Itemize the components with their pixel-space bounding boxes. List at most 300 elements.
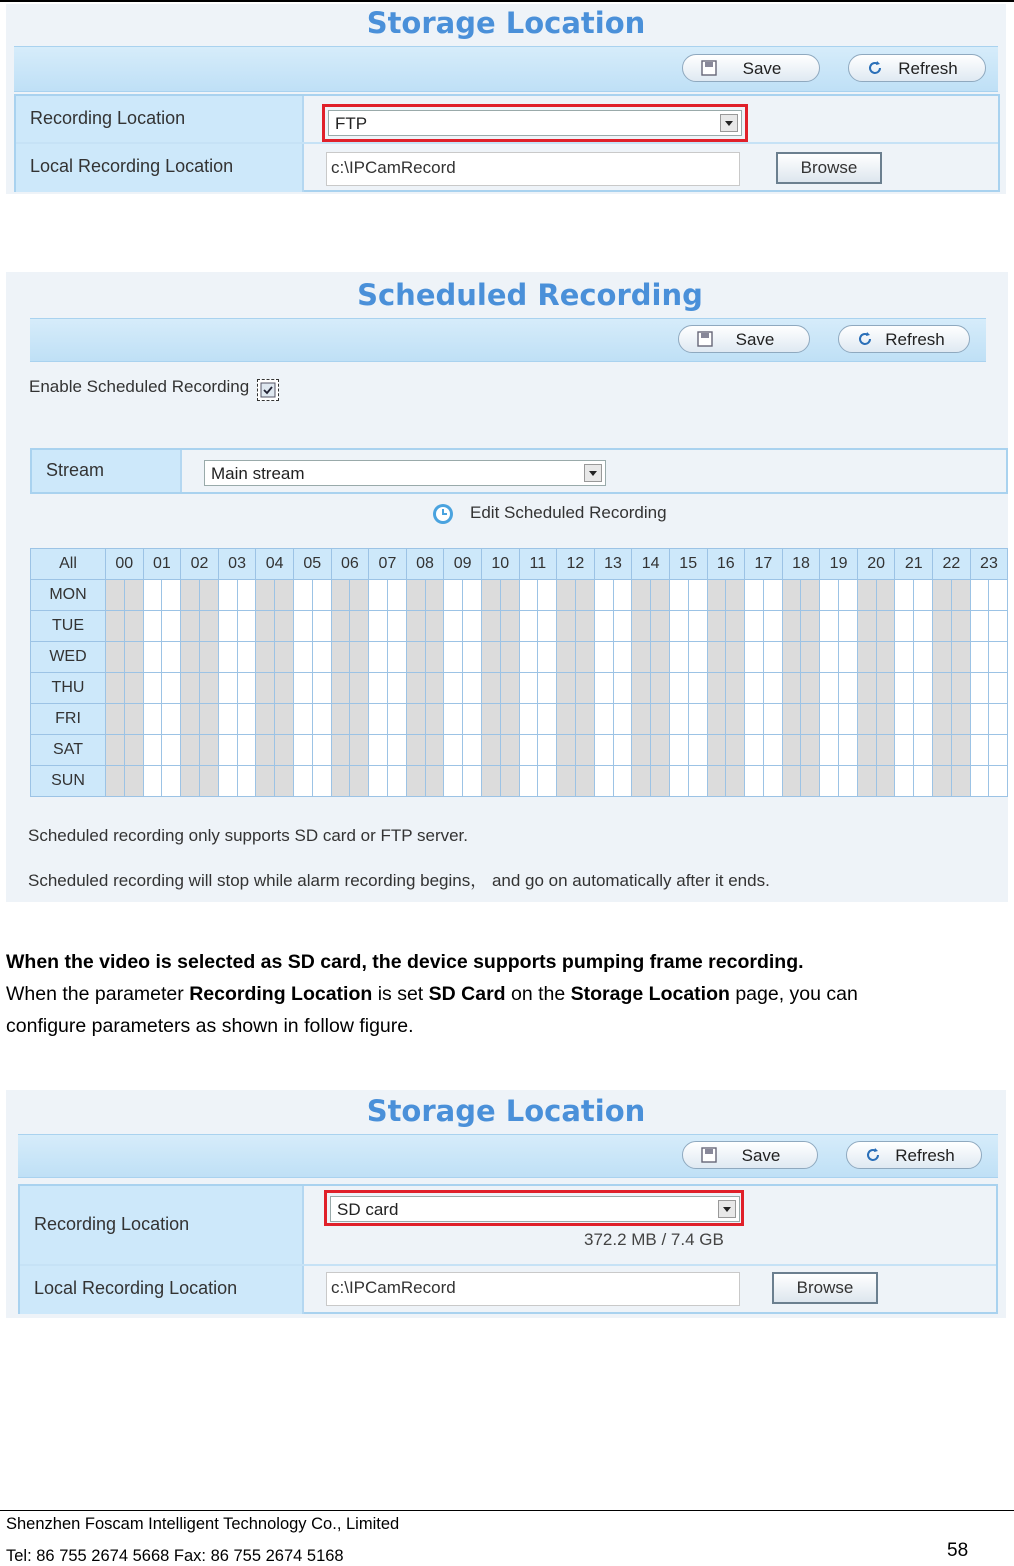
schedule-slot[interactable]: [387, 766, 406, 797]
hour-header-15[interactable]: 15: [669, 549, 707, 580]
schedule-slot[interactable]: [557, 642, 576, 673]
schedule-slot[interactable]: [181, 580, 200, 611]
schedule-slot[interactable]: [143, 704, 162, 735]
schedule-slot[interactable]: [857, 704, 876, 735]
schedule-slot[interactable]: [857, 766, 876, 797]
schedule-slot[interactable]: [275, 704, 294, 735]
schedule-slot[interactable]: [406, 704, 425, 735]
schedule-slot[interactable]: [162, 735, 181, 766]
schedule-slot[interactable]: [895, 673, 914, 704]
schedule-slot[interactable]: [632, 673, 651, 704]
schedule-slot[interactable]: [933, 735, 952, 766]
hour-header-09[interactable]: 09: [444, 549, 482, 580]
schedule-slot[interactable]: [557, 580, 576, 611]
schedule-slot[interactable]: [707, 766, 726, 797]
schedule-slot[interactable]: [312, 611, 331, 642]
save-button[interactable]: [682, 54, 820, 82]
schedule-slot[interactable]: [387, 673, 406, 704]
enable-scheduled-checkbox[interactable]: [257, 379, 279, 401]
schedule-slot[interactable]: [143, 673, 162, 704]
schedule-slot[interactable]: [293, 735, 312, 766]
schedule-slot[interactable]: [106, 580, 125, 611]
schedule-slot[interactable]: [218, 580, 237, 611]
schedule-slot[interactable]: [444, 735, 463, 766]
schedule-slot[interactable]: [839, 611, 858, 642]
schedule-slot[interactable]: [782, 580, 801, 611]
schedule-slot[interactable]: [575, 642, 594, 673]
schedule-slot[interactable]: [688, 611, 707, 642]
hour-header-23[interactable]: 23: [970, 549, 1008, 580]
schedule-slot[interactable]: [839, 766, 858, 797]
schedule-slot[interactable]: [839, 704, 858, 735]
schedule-slot[interactable]: [669, 642, 688, 673]
schedule-slot[interactable]: [801, 766, 820, 797]
schedule-slot[interactable]: [387, 642, 406, 673]
schedule-slot[interactable]: [500, 642, 519, 673]
schedule-slot[interactable]: [256, 704, 275, 735]
schedule-slot[interactable]: [669, 704, 688, 735]
hour-header-07[interactable]: 07: [369, 549, 407, 580]
local-path-input[interactable]: [326, 1272, 740, 1306]
schedule-slot[interactable]: [575, 673, 594, 704]
schedule-slot[interactable]: [707, 735, 726, 766]
select-all-cell[interactable]: All: [31, 549, 106, 580]
schedule-slot[interactable]: [951, 611, 970, 642]
schedule-slot[interactable]: [275, 673, 294, 704]
schedule-slot[interactable]: [876, 704, 895, 735]
schedule-slot[interactable]: [106, 673, 125, 704]
schedule-slot[interactable]: [463, 704, 482, 735]
schedule-slot[interactable]: [256, 673, 275, 704]
schedule-slot[interactable]: [500, 611, 519, 642]
schedule-slot[interactable]: [181, 673, 200, 704]
schedule-slot[interactable]: [106, 704, 125, 735]
schedule-slot[interactable]: [350, 766, 369, 797]
schedule-slot[interactable]: [933, 673, 952, 704]
schedule-slot[interactable]: [312, 704, 331, 735]
schedule-slot[interactable]: [632, 611, 651, 642]
schedule-slot[interactable]: [989, 580, 1008, 611]
schedule-slot[interactable]: [951, 580, 970, 611]
schedule-slot[interactable]: [801, 611, 820, 642]
schedule-slot[interactable]: [688, 642, 707, 673]
schedule-slot[interactable]: [256, 735, 275, 766]
schedule-slot[interactable]: [143, 580, 162, 611]
edit-scheduled-link[interactable]: Edit Scheduled Recording: [470, 503, 667, 522]
schedule-slot[interactable]: [463, 642, 482, 673]
schedule-slot[interactable]: [463, 611, 482, 642]
schedule-slot[interactable]: [876, 735, 895, 766]
hour-header-03[interactable]: 03: [218, 549, 256, 580]
schedule-slot[interactable]: [500, 673, 519, 704]
schedule-slot[interactable]: [425, 704, 444, 735]
day-label[interactable]: WED: [31, 642, 106, 673]
schedule-slot[interactable]: [181, 704, 200, 735]
schedule-slot[interactable]: [707, 673, 726, 704]
schedule-slot[interactable]: [669, 735, 688, 766]
schedule-slot[interactable]: [651, 735, 670, 766]
schedule-slot[interactable]: [707, 580, 726, 611]
schedule-slot[interactable]: [726, 673, 745, 704]
schedule-slot[interactable]: [970, 704, 989, 735]
schedule-slot[interactable]: [124, 704, 143, 735]
schedule-slot[interactable]: [914, 704, 933, 735]
schedule-slot[interactable]: [331, 611, 350, 642]
hour-header-11[interactable]: 11: [519, 549, 557, 580]
schedule-slot[interactable]: [951, 735, 970, 766]
schedule-slot[interactable]: [237, 580, 256, 611]
schedule-slot[interactable]: [500, 704, 519, 735]
schedule-slot[interactable]: [575, 580, 594, 611]
schedule-slot[interactable]: [651, 580, 670, 611]
schedule-slot[interactable]: [763, 673, 782, 704]
schedule-slot[interactable]: [726, 611, 745, 642]
schedule-slot[interactable]: [669, 580, 688, 611]
schedule-slot[interactable]: [933, 580, 952, 611]
hour-header-02[interactable]: 02: [181, 549, 219, 580]
schedule-slot[interactable]: [312, 673, 331, 704]
schedule-slot[interactable]: [124, 766, 143, 797]
schedule-slot[interactable]: [726, 735, 745, 766]
hour-header-14[interactable]: 14: [632, 549, 670, 580]
schedule-slot[interactable]: [801, 735, 820, 766]
schedule-slot[interactable]: [199, 735, 218, 766]
schedule-slot[interactable]: [181, 611, 200, 642]
schedule-slot[interactable]: [594, 673, 613, 704]
schedule-slot[interactable]: [199, 704, 218, 735]
schedule-slot[interactable]: [613, 704, 632, 735]
schedule-slot[interactable]: [707, 704, 726, 735]
schedule-slot[interactable]: [594, 611, 613, 642]
schedule-slot[interactable]: [275, 735, 294, 766]
schedule-slot[interactable]: [782, 611, 801, 642]
schedule-slot[interactable]: [256, 642, 275, 673]
schedule-slot[interactable]: [970, 766, 989, 797]
schedule-slot[interactable]: [293, 766, 312, 797]
schedule-slot[interactable]: [237, 611, 256, 642]
schedule-slot[interactable]: [613, 735, 632, 766]
schedule-slot[interactable]: [745, 673, 764, 704]
schedule-slot[interactable]: [312, 766, 331, 797]
schedule-slot[interactable]: [124, 611, 143, 642]
schedule-slot[interactable]: [218, 673, 237, 704]
schedule-slot[interactable]: [256, 580, 275, 611]
schedule-slot[interactable]: [124, 673, 143, 704]
schedule-slot[interactable]: [745, 704, 764, 735]
schedule-slot[interactable]: [369, 642, 388, 673]
schedule-slot[interactable]: [500, 735, 519, 766]
schedule-slot[interactable]: [425, 735, 444, 766]
schedule-slot[interactable]: [519, 642, 538, 673]
save-button[interactable]: [682, 1141, 818, 1169]
schedule-slot[interactable]: [181, 735, 200, 766]
schedule-slot[interactable]: [369, 735, 388, 766]
schedule-slot[interactable]: [820, 735, 839, 766]
schedule-slot[interactable]: [895, 704, 914, 735]
schedule-slot[interactable]: [876, 673, 895, 704]
schedule-slot[interactable]: [613, 611, 632, 642]
schedule-slot[interactable]: [895, 766, 914, 797]
schedule-slot[interactable]: [632, 735, 651, 766]
schedule-slot[interactable]: [763, 611, 782, 642]
schedule-slot[interactable]: [745, 735, 764, 766]
schedule-slot[interactable]: [745, 611, 764, 642]
schedule-slot[interactable]: [425, 642, 444, 673]
schedule-slot[interactable]: [369, 766, 388, 797]
schedule-slot[interactable]: [876, 642, 895, 673]
schedule-slot[interactable]: [820, 704, 839, 735]
schedule-slot[interactable]: [350, 735, 369, 766]
schedule-slot[interactable]: [914, 766, 933, 797]
day-label[interactable]: SAT: [31, 735, 106, 766]
schedule-slot[interactable]: [444, 704, 463, 735]
schedule-slot[interactable]: [237, 673, 256, 704]
schedule-slot[interactable]: [369, 673, 388, 704]
schedule-slot[interactable]: [651, 704, 670, 735]
schedule-slot[interactable]: [481, 611, 500, 642]
refresh-button[interactable]: [846, 1141, 982, 1169]
schedule-slot[interactable]: [801, 580, 820, 611]
schedule-slot[interactable]: [557, 673, 576, 704]
browse-button[interactable]: Browse: [772, 1272, 878, 1304]
hour-header-00[interactable]: 00: [106, 549, 144, 580]
hour-header-13[interactable]: 13: [594, 549, 632, 580]
schedule-slot[interactable]: [575, 704, 594, 735]
schedule-slot[interactable]: [669, 611, 688, 642]
stream-select[interactable]: [204, 460, 606, 486]
schedule-slot[interactable]: [857, 642, 876, 673]
schedule-slot[interactable]: [951, 766, 970, 797]
schedule-slot[interactable]: [669, 673, 688, 704]
schedule-slot[interactable]: [425, 673, 444, 704]
schedule-slot[interactable]: [989, 673, 1008, 704]
hour-header-12[interactable]: 12: [557, 549, 595, 580]
schedule-slot[interactable]: [331, 704, 350, 735]
schedule-slot[interactable]: [444, 611, 463, 642]
schedule-slot[interactable]: [218, 766, 237, 797]
schedule-slot[interactable]: [312, 735, 331, 766]
schedule-slot[interactable]: [538, 642, 557, 673]
schedule-slot[interactable]: [970, 642, 989, 673]
schedule-slot[interactable]: [406, 611, 425, 642]
day-label[interactable]: MON: [31, 580, 106, 611]
schedule-slot[interactable]: [876, 766, 895, 797]
hour-header-22[interactable]: 22: [933, 549, 971, 580]
schedule-slot[interactable]: [857, 735, 876, 766]
schedule-slot[interactable]: [820, 580, 839, 611]
schedule-slot[interactable]: [782, 642, 801, 673]
schedule-slot[interactable]: [820, 611, 839, 642]
schedule-slot[interactable]: [406, 580, 425, 611]
schedule-slot[interactable]: [218, 642, 237, 673]
schedule-slot[interactable]: [293, 611, 312, 642]
schedule-slot[interactable]: [538, 704, 557, 735]
schedule-slot[interactable]: [876, 580, 895, 611]
schedule-slot[interactable]: [763, 580, 782, 611]
schedule-slot[interactable]: [707, 611, 726, 642]
schedule-slot[interactable]: [162, 580, 181, 611]
schedule-slot[interactable]: [613, 673, 632, 704]
schedule-slot[interactable]: [350, 704, 369, 735]
schedule-slot[interactable]: [256, 766, 275, 797]
schedule-slot[interactable]: [801, 704, 820, 735]
schedule-slot[interactable]: [162, 642, 181, 673]
schedule-slot[interactable]: [839, 580, 858, 611]
schedule-slot[interactable]: [181, 766, 200, 797]
schedule-slot[interactable]: [801, 673, 820, 704]
schedule-slot[interactable]: [444, 580, 463, 611]
schedule-slot[interactable]: [444, 673, 463, 704]
schedule-slot[interactable]: [331, 642, 350, 673]
schedule-slot[interactable]: [124, 735, 143, 766]
schedule-slot[interactable]: [181, 642, 200, 673]
schedule-slot[interactable]: [839, 673, 858, 704]
schedule-slot[interactable]: [745, 580, 764, 611]
schedule-slot[interactable]: [575, 611, 594, 642]
schedule-slot[interactable]: [519, 673, 538, 704]
save-button[interactable]: [678, 325, 810, 353]
hour-header-17[interactable]: 17: [745, 549, 783, 580]
schedule-slot[interactable]: [594, 642, 613, 673]
schedule-slot[interactable]: [914, 611, 933, 642]
schedule-slot[interactable]: [199, 611, 218, 642]
schedule-slot[interactable]: [763, 766, 782, 797]
schedule-slot[interactable]: [839, 735, 858, 766]
schedule-slot[interactable]: [951, 642, 970, 673]
schedule-slot[interactable]: [782, 766, 801, 797]
schedule-slot[interactable]: [820, 642, 839, 673]
day-label[interactable]: SUN: [31, 766, 106, 797]
schedule-slot[interactable]: [406, 673, 425, 704]
schedule-slot[interactable]: [632, 704, 651, 735]
schedule-slot[interactable]: [463, 766, 482, 797]
schedule-slot[interactable]: [951, 673, 970, 704]
schedule-slot[interactable]: [425, 766, 444, 797]
schedule-slot[interactable]: [688, 580, 707, 611]
day-label[interactable]: FRI: [31, 704, 106, 735]
schedule-slot[interactable]: [481, 580, 500, 611]
schedule-slot[interactable]: [951, 704, 970, 735]
schedule-slot[interactable]: [350, 673, 369, 704]
schedule-slot[interactable]: [124, 580, 143, 611]
refresh-button[interactable]: [848, 54, 986, 82]
schedule-slot[interactable]: [895, 642, 914, 673]
schedule-slot[interactable]: [575, 766, 594, 797]
schedule-slot[interactable]: [237, 735, 256, 766]
hour-header-19[interactable]: 19: [820, 549, 858, 580]
schedule-slot[interactable]: [538, 766, 557, 797]
schedule-slot[interactable]: [519, 735, 538, 766]
schedule-slot[interactable]: [839, 642, 858, 673]
schedule-slot[interactable]: [726, 642, 745, 673]
hour-header-01[interactable]: 01: [143, 549, 181, 580]
schedule-slot[interactable]: [350, 642, 369, 673]
schedule-slot[interactable]: [256, 611, 275, 642]
schedule-slot[interactable]: [970, 580, 989, 611]
schedule-slot[interactable]: [989, 735, 1008, 766]
schedule-slot[interactable]: [237, 642, 256, 673]
schedule-slot[interactable]: [275, 642, 294, 673]
schedule-slot[interactable]: [594, 704, 613, 735]
schedule-slot[interactable]: [895, 611, 914, 642]
schedule-slot[interactable]: [726, 704, 745, 735]
schedule-slot[interactable]: [763, 704, 782, 735]
schedule-slot[interactable]: [293, 580, 312, 611]
schedule-slot[interactable]: [463, 580, 482, 611]
schedule-slot[interactable]: [406, 642, 425, 673]
schedule-slot[interactable]: [651, 642, 670, 673]
schedule-slot[interactable]: [989, 766, 1008, 797]
schedule-slot[interactable]: [914, 673, 933, 704]
hour-header-21[interactable]: 21: [895, 549, 933, 580]
schedule-slot[interactable]: [519, 704, 538, 735]
schedule-slot[interactable]: [481, 735, 500, 766]
schedule-slot[interactable]: [933, 766, 952, 797]
schedule-slot[interactable]: [237, 766, 256, 797]
schedule-slot[interactable]: [331, 673, 350, 704]
schedule-slot[interactable]: [688, 735, 707, 766]
schedule-slot[interactable]: [688, 673, 707, 704]
schedule-slot[interactable]: [387, 735, 406, 766]
hour-header-20[interactable]: 20: [857, 549, 895, 580]
schedule-slot[interactable]: [275, 611, 294, 642]
schedule-slot[interactable]: [820, 673, 839, 704]
schedule-slot[interactable]: [481, 766, 500, 797]
schedule-slot[interactable]: [538, 673, 557, 704]
schedule-slot[interactable]: [933, 642, 952, 673]
day-label[interactable]: TUE: [31, 611, 106, 642]
schedule-slot[interactable]: [688, 704, 707, 735]
schedule-slot[interactable]: [387, 580, 406, 611]
schedule-slot[interactable]: [481, 642, 500, 673]
schedule-slot[interactable]: [651, 611, 670, 642]
schedule-slot[interactable]: [369, 580, 388, 611]
schedule-slot[interactable]: [895, 735, 914, 766]
schedule-slot[interactable]: [106, 766, 125, 797]
schedule-slot[interactable]: [463, 673, 482, 704]
schedule-slot[interactable]: [876, 611, 895, 642]
schedule-slot[interactable]: [632, 642, 651, 673]
schedule-slot[interactable]: [688, 766, 707, 797]
schedule-slot[interactable]: [914, 580, 933, 611]
schedule-slot[interactable]: [406, 735, 425, 766]
schedule-slot[interactable]: [275, 580, 294, 611]
hour-header-18[interactable]: 18: [782, 549, 820, 580]
schedule-slot[interactable]: [613, 766, 632, 797]
schedule-slot[interactable]: [970, 735, 989, 766]
schedule-slot[interactable]: [481, 704, 500, 735]
schedule-slot[interactable]: [726, 766, 745, 797]
schedule-slot[interactable]: [218, 611, 237, 642]
schedule-slot[interactable]: [500, 580, 519, 611]
schedule-slot[interactable]: [519, 766, 538, 797]
schedule-slot[interactable]: [914, 735, 933, 766]
schedule-slot[interactable]: [331, 735, 350, 766]
schedule-slot[interactable]: [895, 580, 914, 611]
schedule-slot[interactable]: [106, 642, 125, 673]
schedule-slot[interactable]: [425, 611, 444, 642]
hour-header-10[interactable]: 10: [481, 549, 519, 580]
hour-header-16[interactable]: 16: [707, 549, 745, 580]
schedule-slot[interactable]: [406, 766, 425, 797]
browse-button[interactable]: Browse: [776, 152, 882, 184]
schedule-slot[interactable]: [237, 704, 256, 735]
schedule-slot[interactable]: [557, 735, 576, 766]
schedule-slot[interactable]: [162, 673, 181, 704]
hour-header-08[interactable]: 08: [406, 549, 444, 580]
schedule-slot[interactable]: [575, 735, 594, 766]
schedule-slot[interactable]: [726, 580, 745, 611]
